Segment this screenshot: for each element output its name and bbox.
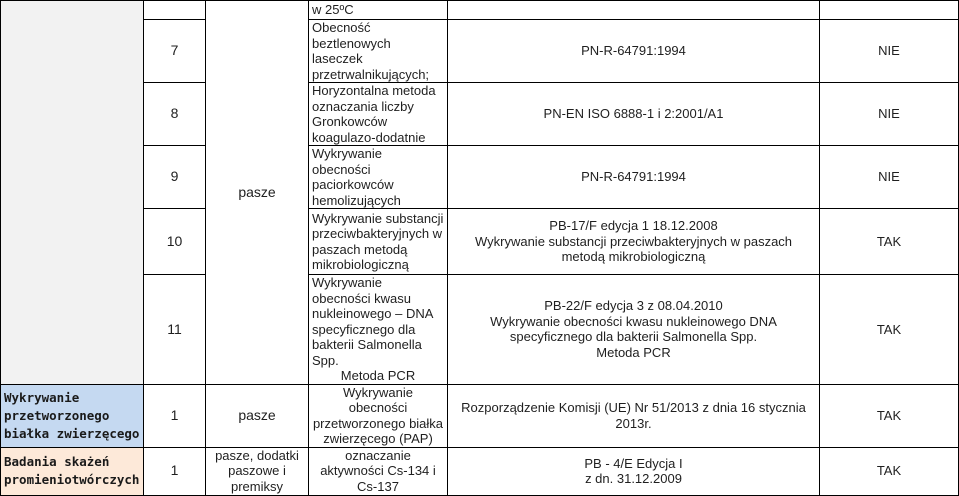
category-cell xyxy=(1,1,144,385)
row-number: 1 xyxy=(144,384,206,447)
category-cell: Badania skażeń promieniotwórczych xyxy=(1,447,144,495)
material-cell: pasze xyxy=(206,384,309,447)
standard-cell xyxy=(448,275,820,385)
table-row xyxy=(1,275,959,385)
standard-cell: PN-R-64791:1994 xyxy=(448,20,820,83)
standard-line: Metoda PCR xyxy=(596,344,671,360)
accreditation-flag: TAK xyxy=(820,447,959,495)
table-row xyxy=(1,209,959,275)
test-name: Wykrywanie substancji przeciwbakteryjnych w paszach metodą mikrobiologiczną xyxy=(309,209,448,275)
standard-cell xyxy=(448,447,820,495)
test-name: Wykrywanie obecności paciorkowców hemolizujących xyxy=(309,146,448,209)
row-number: 10 xyxy=(144,209,206,275)
standard-line: Wykrywanie substancji przeciwbakteryjnych w paszach xyxy=(474,233,793,249)
standard-line: metodą mikrobiologiczną xyxy=(561,249,706,265)
standard-cell: PN-EN ISO 6888-1 i 2:2001/A1 xyxy=(448,83,820,146)
accreditation-flag: NIE xyxy=(820,146,959,209)
standard-cell xyxy=(448,209,820,275)
accreditation-flag: TAK xyxy=(820,209,959,275)
accreditation-flag: NIE xyxy=(820,83,959,146)
row-number: 9 xyxy=(144,146,206,209)
table-row xyxy=(1,447,959,495)
standard-line: Wykrywanie obecności kwasu nukleinowego DNA xyxy=(490,313,777,329)
category-cell: Wykrywanie przetworzonego białka zwierzęcego xyxy=(1,384,144,447)
accreditation-flag: TAK xyxy=(820,384,959,447)
standard-cell: PN-R-64791:1994 xyxy=(448,146,820,209)
standard-line: PB - 4/E Edycja I xyxy=(584,455,683,471)
test-name: w 25ºC xyxy=(309,1,448,20)
row-number: 7 xyxy=(144,20,206,83)
standard-line: PB-22/F edycja 3 z 08.04.2010 xyxy=(544,298,723,314)
standard-line: specyficznego dla bakterii Salmonella Spp. xyxy=(509,329,758,345)
standard-line: z dn. 31.12.2009 xyxy=(585,471,682,486)
material-cell: pasze, dodatki paszowe i premiksy xyxy=(206,447,309,495)
table-row xyxy=(1,20,959,83)
row-number: 11 xyxy=(144,275,206,385)
material-cell: pasze xyxy=(206,1,309,385)
row-number: 8 xyxy=(144,83,206,146)
accreditation-flag: TAK xyxy=(820,275,959,385)
standard-cell xyxy=(448,1,820,20)
test-name: Wykrywanie obecności przetworzonego białka zwierzęcego (PAP) xyxy=(309,384,448,447)
test-name: Horyzontalna metoda oznaczania liczby Gronkowców koagulazo-dodatnie xyxy=(309,83,448,146)
accreditation-flag: NIE xyxy=(820,20,959,83)
standard-cell: Rozporządzenie Komisji (UE) Nr 51/2013 z dnia 16 stycznia 2013r. xyxy=(448,384,820,447)
accreditation-flag xyxy=(820,1,959,20)
table-row xyxy=(1,83,959,146)
standard-line: PB-17/F edycja 1 18.12.2008 xyxy=(549,218,718,234)
table-row xyxy=(1,146,959,209)
table-row xyxy=(1,384,959,447)
test-name: oznaczanie aktywności Cs-134 i Cs-137 xyxy=(309,447,448,495)
test-line: Wykrywanie obecności kwasu nukleinowego – DNA specyficznego dla bakterii Salmonella Spp. xyxy=(312,275,433,368)
test-name: Obecność beztlenowych laseczek przetrwalnikujących; xyxy=(309,20,448,83)
row-number: 1 xyxy=(144,447,206,495)
table-row xyxy=(1,1,959,20)
row-number xyxy=(144,1,206,20)
test-name xyxy=(309,275,448,385)
test-line: Metoda PCR xyxy=(340,368,416,383)
